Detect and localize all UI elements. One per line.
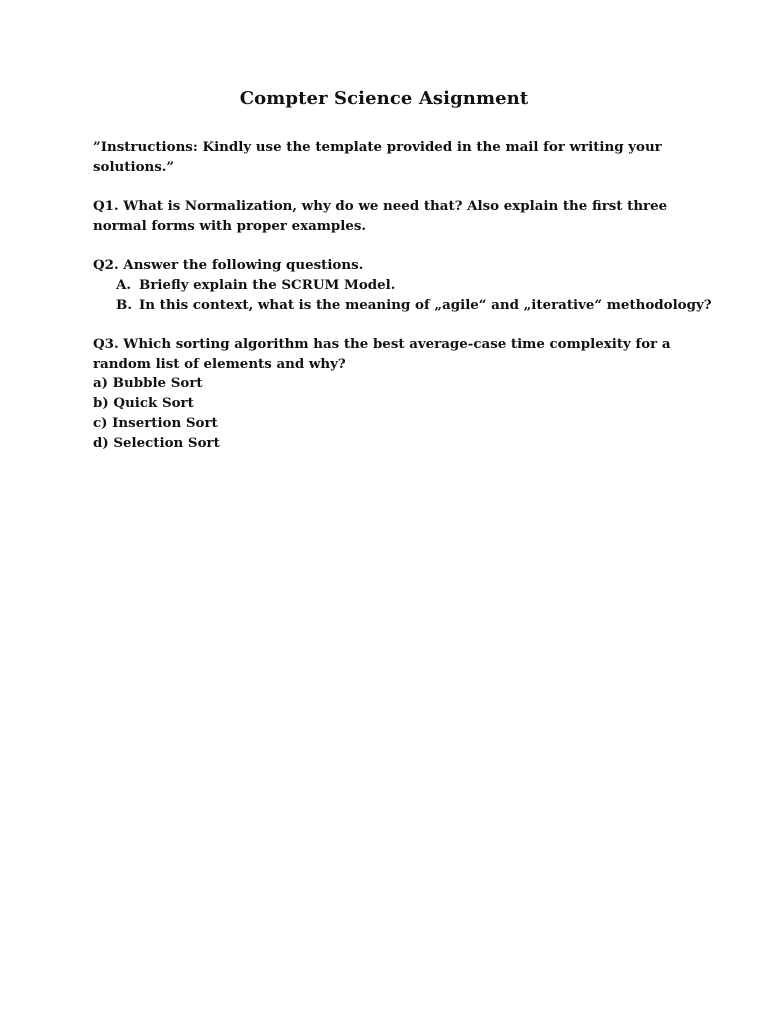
question-1-line-2: normal forms with proper examples. [93, 217, 367, 234]
question-3-option-d: d) Selection Sort [93, 434, 220, 451]
question-2-item-b-letter: B. [116, 296, 132, 313]
document-body [93, 138, 712, 453]
question-2 [93, 256, 712, 315]
instructions-line-2: solutions.” [93, 158, 175, 175]
question-3 [93, 335, 693, 453]
question-2-item-b-text: In this context, what is the meaning of „agile“ and „iterative“ methodology? [139, 296, 712, 313]
question-3-option-b: b) Quick Sort [93, 395, 194, 412]
question-3-option-c: c) Insertion Sort [93, 414, 218, 431]
question-1-line-1: Q1. What is Normalization, why do we need that? Also explain the first three [93, 198, 668, 215]
question-2-item-a-text: Briefly explain the SCRUM Model. [139, 276, 396, 293]
question-2-item-a-letter: A. [116, 276, 132, 293]
document-title: Compter Science Asignment [239, 88, 529, 109]
question-3-line-2: random list of elements and why? [93, 355, 346, 372]
question-3-line-1: Q3. Which sorting algorithm has the best average-case time complexity for a [93, 335, 671, 352]
question-1 [93, 197, 693, 236]
instructions-line-1: ”Instructions: Kindly use the template provided in the mail for writing your [93, 139, 662, 155]
question-2-heading: Q2. Answer the following questions. [93, 257, 364, 274]
question-2-item-b [93, 296, 712, 316]
instructions-paragraph [93, 138, 693, 177]
question-3-option-a: a) Bubble Sort [93, 375, 203, 392]
question-2-item-a [93, 276, 693, 296]
